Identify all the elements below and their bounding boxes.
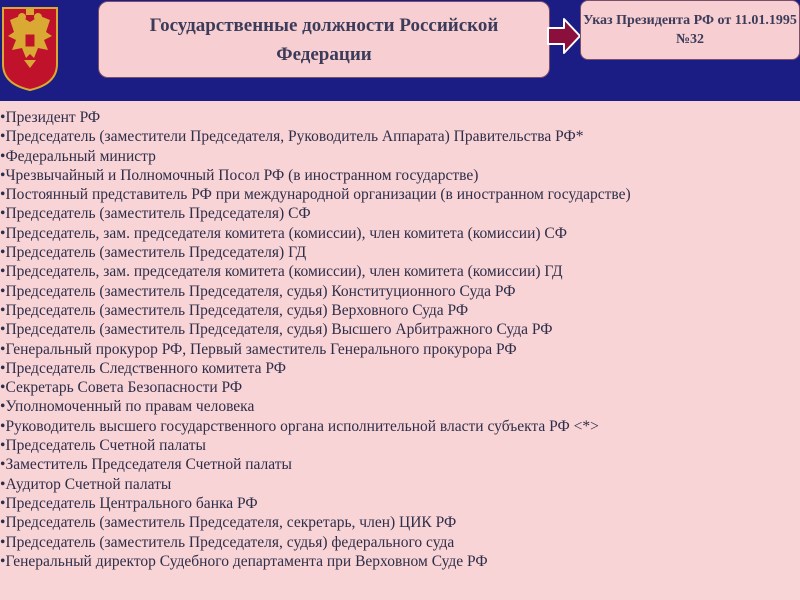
list-item: • Генеральный директор Судебного департамента при Верховном Суде РФ	[0, 552, 792, 571]
list-item: • Председатель, зам. председателя комитета (комиссии), член комитета (комиссии) ГД	[0, 262, 792, 281]
list-item: • Председатель (заместитель Председателя, судья) Верховного Суда РФ	[0, 301, 792, 320]
russian-coat-of-arms-icon	[0, 2, 60, 92]
list-item: • Председатель (заместитель Председателя, судья) федерального суда	[0, 533, 792, 552]
list-item: • Председатель (заместитель Председателя, секретарь, член) ЦИК РФ	[0, 513, 792, 532]
list-item: • Председатель Следственного комитета РФ	[0, 359, 792, 378]
list-item: • Председатель (заместители Председателя, Руководитель Аппарата) Правительства РФ*	[0, 127, 792, 146]
list-item: • Президент РФ	[0, 108, 792, 127]
list-item: • Секретарь Совета Безопасности РФ	[0, 378, 792, 397]
list-item: • Председатель (заместитель Председателя) СФ	[0, 204, 792, 223]
list-item: • Заместитель Председателя Счетной палаты	[0, 455, 792, 474]
positions-list	[0, 108, 792, 571]
list-item: • Руководитель высшего государственного органа исполнительной власти субъекта РФ <*>	[0, 417, 792, 436]
list-item: • Председатель, зам. председателя комитета (комиссии), член комитета (комиссии) СФ	[0, 224, 792, 243]
list-item: • Председатель (заместитель Председателя, судья) Высшего Арбитражного Суда РФ	[0, 320, 792, 339]
list-item: • Аудитор Счетной палаты	[0, 475, 792, 494]
list-item: • Председатель Счетной палаты	[0, 436, 792, 455]
list-item: • Чрезвычайный и Полномочный Посол РФ (в иностранном государстве)	[0, 166, 792, 185]
list-item: • Председатель (заместитель Председателя, судья) Конституционного Суда РФ	[0, 282, 792, 301]
list-item: • Председатель (заместитель Председателя) ГД	[0, 243, 792, 262]
page-title: Государственные должности Российской Федерации	[98, 1, 550, 78]
list-item: • Генеральный прокурор РФ, Первый заместитель Генерального прокурора РФ	[0, 340, 792, 359]
list-item: • Постоянный представитель РФ при международной организации (в иностранном государстве)	[0, 185, 792, 204]
list-item: • Председатель Центрального банка РФ	[0, 494, 792, 513]
list-item: • Уполномоченный по правам человека	[0, 397, 792, 416]
arrow-right-icon	[546, 16, 582, 56]
list-item: • Федеральный министр	[0, 147, 792, 166]
positions-panel	[0, 101, 800, 600]
decree-reference: Указ Президента РФ от 11.01.1995 №32	[580, 0, 800, 60]
